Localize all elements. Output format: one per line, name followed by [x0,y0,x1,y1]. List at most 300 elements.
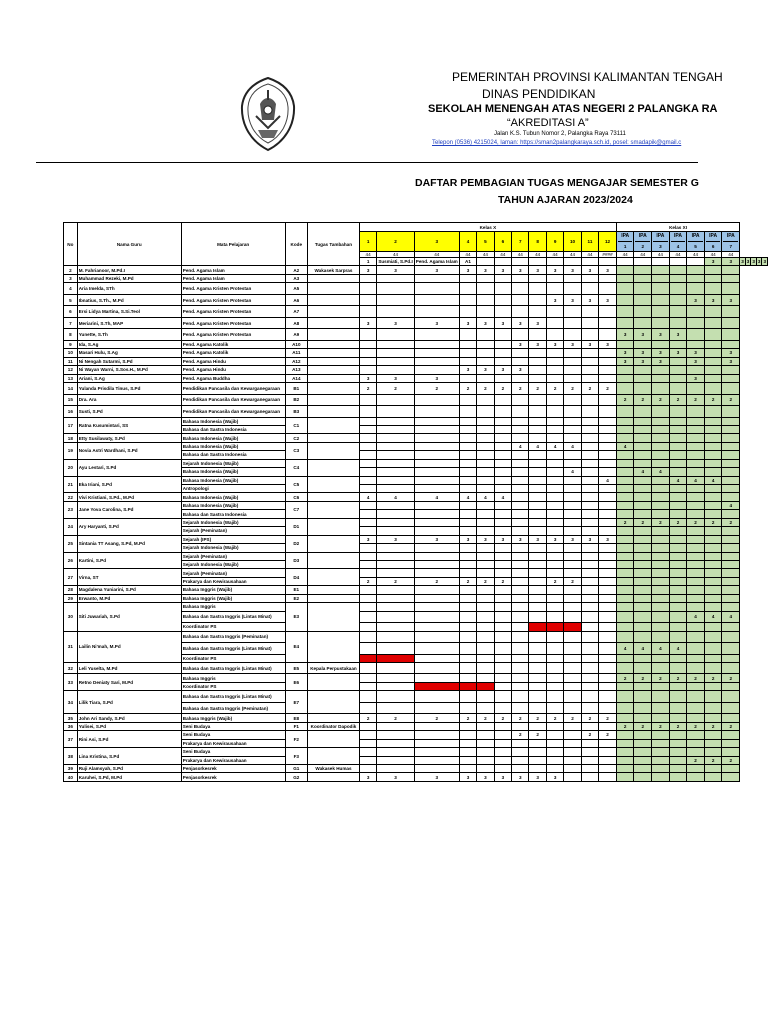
additional-duty [308,434,360,442]
hours-cell-xi5 [687,544,705,552]
hours-cell-xi1 [616,468,634,476]
hours-cell-xi2 [634,434,652,442]
hours-cell-x8 [529,510,546,518]
teacher-number: 10 [64,349,78,357]
teacher-number: 28 [64,586,78,594]
hours-cell-xi2 [634,764,652,772]
hours-cell-xi6 [704,643,722,655]
hours-cell-x11: 3 [581,266,598,274]
teacher-number: 12 [64,366,78,374]
hours-cell-x9 [546,643,563,655]
hours-cell-x7 [512,357,529,365]
teacher-number: 3 [64,274,78,282]
hours-cell-x4 [459,691,476,703]
kelas-x-class-12: 12 [599,232,617,252]
hours-cell-xi3 [652,366,670,374]
hours-cell-x8: 3 [529,266,546,274]
hours-cell-x7 [512,722,529,730]
subject-code: E2 [285,594,308,602]
subject-name: Pend. Agama Kristen Protestan [181,283,285,295]
hours-cell-xi5 [687,485,705,493]
teacher-name: Susmiati, S.Pd.I [378,259,413,265]
hours-cell-x6 [494,654,511,662]
hours-cell-x8: 2 [529,383,546,395]
subject-name: Bahasa dan Sastra Indonesia [181,451,285,459]
hours-cell-x11 [581,394,598,406]
hours-cell-xi6 [704,374,722,382]
hours-cell-xi2 [634,756,652,764]
hours-cell-x7 [512,594,529,602]
hours-cell-xi3 [652,662,670,674]
hours-cell-xi7 [722,317,740,329]
hours-cell-x1 [359,586,376,594]
hours-cell-x2 [377,722,414,730]
hours-cell-x9 [546,739,563,747]
hours-cell-x3 [414,544,459,552]
coordinator-marker [564,623,581,631]
hours-cell-x11 [581,485,598,493]
kelas-xi-class-3 [652,232,670,252]
hours-cell-xi5: 3 [687,294,705,306]
hours-cell-x9 [546,682,563,690]
hours-cell-xi5 [687,739,705,747]
hours-cell-x12: 2 [599,383,617,395]
hours-cell-x2 [377,518,414,526]
hours-cell-x3 [414,654,459,662]
additional-duty [308,306,360,318]
kelas-x-class-11: 11 [581,232,598,252]
hours-cell-x2: 3 [377,266,414,274]
hours-cell-xi3 [652,569,670,577]
additional-duty: Kepala Perpustakaan [308,662,360,674]
hours-cell-x1 [359,756,376,764]
hours-cell-xi3 [652,501,670,509]
hours-cell-x6: 2 [494,383,511,395]
kelas-xi-class-2 [634,232,652,252]
hours-cell-x8: 2 [529,731,546,739]
additional-duty [308,476,360,493]
hours-cell-xi4 [669,623,687,631]
subject-code: C4 [285,459,308,476]
hours-cell-x12 [599,518,617,526]
hours-cell-x12 [599,434,617,442]
hours-cell-xi2 [634,527,652,535]
hours-cell-x12 [599,501,617,509]
hours-cell-x7: 2 [512,714,529,722]
hours-cell-x6 [494,631,511,643]
hours-cell-xi3: 3 [741,259,744,265]
hours-cell-x2 [377,306,414,318]
student-count: 44 [722,252,740,258]
teacher-number: 23 [64,501,78,518]
teacher-number: 9 [64,340,78,348]
additional-duty [308,535,360,552]
hours-cell-xi3: 3 [652,357,670,365]
hours-cell-x10 [564,329,581,341]
teacher-number: 18 [64,434,78,442]
hours-cell-xi4 [669,266,687,274]
hours-cell-x6 [494,674,511,682]
hours-cell-x3 [414,569,459,577]
hours-cell-x8 [529,283,546,295]
hours-cell-xi6: 4 [704,611,722,623]
teacher-name: Sintania TT Asang, S.Pd, M.Pd [77,535,181,552]
hours-cell-x5 [477,468,494,476]
hours-cell-x9 [546,560,563,568]
hours-cell-x5 [477,662,494,674]
hours-cell-x8 [529,434,546,442]
hours-cell-xi1 [616,266,634,274]
hours-cell-x7 [512,586,529,594]
teacher-name: Ratna Kusumintari, SS [77,417,181,434]
teacher-number: 40 [64,773,78,781]
hours-cell-x11 [581,425,598,433]
hours-cell-xi6 [704,485,722,493]
hours-cell-xi4: 3 [669,349,687,357]
hours-cell-xi3 [652,702,670,714]
hours-cell-x8 [529,527,546,535]
hours-cell-xi4 [669,714,687,722]
kelas-xi-prefix: IPA [673,233,682,239]
col-header-kode: Kode [285,223,308,266]
hours-cell-xi1: 3 [616,357,634,365]
hours-cell-xi7 [722,577,740,585]
hours-cell-x4: 2 [459,577,476,585]
hours-cell-x10: 3 [564,266,581,274]
hours-cell-xi1 [616,662,634,674]
hours-cell-x5 [477,451,494,459]
hours-cell-xi5 [687,266,705,274]
hours-cell-x10 [564,274,581,282]
hours-cell-xi7: 3 [722,349,740,357]
hours-cell-xi5 [687,283,705,295]
subject-code: E3 [285,603,308,631]
hours-cell-xi6 [704,357,722,365]
hours-cell-x5: 3 [477,535,494,543]
kelas-xi-class-5 [687,232,705,252]
hours-cell-x4 [459,560,476,568]
hours-cell-x9 [546,691,563,703]
subject-name: Pendidikan Pancasila dan Kewarganegaraan [181,394,285,406]
hours-cell-x9 [634,258,652,266]
hours-cell-xi6 [704,586,722,594]
hours-cell-xi2 [634,535,652,543]
hours-cell-xi1: 3 [616,349,634,357]
kelas-xi-prefix: IPA [726,233,735,239]
hours-cell-xi2: 2 [634,674,652,682]
hours-cell-xi3: 2 [652,518,670,526]
hours-cell-x6: 3 [494,366,511,374]
hours-cell-xi4 [669,748,687,756]
additional-duty [308,442,360,459]
hours-cell-xi2: 3 [634,329,652,341]
hours-cell-xi2 [634,383,652,395]
hours-cell-x6: 3 [494,266,511,274]
hours-cell-x2 [377,643,414,655]
hours-cell-xi2: 3 [634,349,652,357]
hours-cell-x1 [359,340,376,348]
hours-cell-xi6 [704,691,722,703]
teacher-number: 37 [64,731,78,748]
hours-cell-xi6: 3 [757,259,761,265]
hours-cell-x8 [529,374,546,382]
hours-cell-x10 [564,527,581,535]
hours-cell-x4 [546,258,563,266]
hours-cell-x7 [512,329,529,341]
hours-cell-x9 [546,434,563,442]
hours-cell-xi6 [704,631,722,643]
hours-cell-xi4 [669,773,687,781]
hours-cell-xi5 [687,306,705,318]
hours-cell-x2 [377,544,414,552]
subject-code: E8 [285,714,308,722]
hours-cell-xi3 [652,442,670,450]
teacher-name: Susti, S.Pd [77,406,181,418]
hours-cell-x10 [564,682,581,690]
hours-cell-xi4 [669,756,687,764]
hours-cell-x7 [512,654,529,662]
hours-cell-x9: 2 [546,383,563,395]
subject-name: Pend. Agama Kristen Protestan [181,329,285,341]
hours-cell-xi3 [652,294,670,306]
hours-cell-x10 [564,510,581,518]
student-count: 44 [634,252,652,258]
hours-cell-xi2 [634,283,652,295]
additional-duty [308,748,360,765]
hours-cell-x9 [546,451,563,459]
subject-name: Sejarah Indonesia (Wajib) [181,560,285,568]
hours-cell-xi3: 2 [652,674,670,682]
hours-cell-x12 [599,643,617,655]
hours-cell-x4 [459,731,476,739]
hours-cell-xi7 [722,340,740,348]
table-row [64,306,768,318]
hours-cell-xi3 [652,631,670,643]
teacher-number: 16 [64,406,78,418]
hours-cell-xi5: 4 [687,476,705,484]
hours-cell-xi1 [616,544,634,552]
student-count: 44 [546,252,563,258]
hours-cell-xi1 [616,501,634,509]
hours-cell-x9 [546,425,563,433]
hours-cell-x11 [581,442,598,450]
table-row [64,748,768,756]
subject-name: Sejarah Indonesia (Wajib) [181,459,285,467]
teacher-name: Ida, S.Ag [77,340,181,348]
hours-cell-x9 [546,317,563,329]
table-row [64,374,768,382]
hours-cell-x6 [494,643,511,655]
hours-cell-x4: 2 [459,714,476,722]
hours-cell-x7 [512,501,529,509]
table-row [64,442,768,450]
hours-cell-x2 [377,425,414,433]
hours-cell-x3 [414,518,459,526]
hours-cell-x6 [494,417,511,425]
teacher-name: M. Fahrianoor, M.Pd.I [77,266,181,274]
hours-cell-x7: 2 [512,383,529,395]
hours-cell-x3 [414,756,459,764]
hours-cell-x5 [477,374,494,382]
hours-cell-xi2 [634,586,652,594]
hours-cell-x5 [477,654,494,662]
hours-cell-xi7 [722,623,740,631]
hours-cell-x12 [599,691,617,703]
teacher-name: Ni Nengah Sutarmi, S.Pd [77,357,181,365]
hours-cell-x1: 2 [359,383,376,395]
hours-cell-xi4 [669,552,687,560]
hours-cell-x10 [564,417,581,425]
subject-code: G2 [285,773,308,781]
hours-cell-x9: 3 [546,294,563,306]
hours-cell-x12 [599,374,617,382]
hours-cell-xi3 [652,283,670,295]
hours-cell-x9 [546,374,563,382]
hours-cell-xi5 [687,560,705,568]
teacher-number: 39 [64,764,78,772]
hours-cell-x11 [581,306,598,318]
hours-cell-x3 [414,623,459,631]
hours-cell-xi7 [722,451,740,459]
hours-cell-x11 [581,434,598,442]
hours-cell-xi2 [634,406,652,418]
hours-cell-xi6: 3 [704,294,722,306]
coordinator-marker [477,682,494,690]
teacher-name: Rini Asi, S.Pd [77,731,181,748]
hours-cell-xi4 [669,586,687,594]
hours-cell-x12 [599,485,617,493]
additional-duty [308,283,360,295]
hours-cell-x4 [459,434,476,442]
hours-cell-xi4 [669,544,687,552]
hours-cell-x12 [599,406,617,418]
table-row [64,394,768,406]
hours-cell-x5 [477,731,494,739]
hours-cell-xi5 [687,383,705,395]
hours-cell-xi1 [616,406,634,418]
kelas-xi-number: 2 [641,244,645,249]
hours-cell-xi4 [669,417,687,425]
subject-name: Bahasa Indonesia (Wajib) [181,476,285,484]
hours-cell-x9 [546,586,563,594]
hours-cell-x9 [546,702,563,714]
hours-cell-xi7 [722,374,740,382]
hours-cell-x11 [581,501,598,509]
hours-cell-x7 [512,643,529,655]
hours-cell-x8 [529,702,546,714]
hours-cell-x2 [377,394,414,406]
hours-cell-xi6 [704,406,722,418]
teacher-number: 38 [64,748,78,765]
hours-cell-x5 [477,518,494,526]
hours-cell-x7 [512,527,529,535]
hours-cell-x8 [529,349,546,357]
hours-cell-xi7 [722,476,740,484]
hours-cell-xi6 [704,366,722,374]
hours-cell-x3: 3 [414,374,459,382]
table-row [64,586,768,594]
hours-cell-x8 [529,594,546,602]
hours-cell-xi1 [616,459,634,467]
hours-cell-x1 [359,527,376,535]
hours-cell-xi2: 2 [634,518,652,526]
teacher-name: Karuhei, S.Pd, M.Pd [77,773,181,781]
hours-cell-x7 [512,569,529,577]
hours-cell-x12 [599,569,617,577]
hours-cell-x1 [359,357,376,365]
hours-cell-x8: 4 [529,442,546,450]
teacher-name: Novia Astri Wardhani, S.Pd [77,442,181,459]
hours-cell-xi3: 4 [652,643,670,655]
hours-cell-x6 [494,510,511,518]
hours-cell-x8 [529,586,546,594]
teacher-number: 24 [64,518,78,535]
hours-cell-x2 [377,274,414,282]
hours-cell-x10: 2 [564,577,581,585]
hours-cell-xi1 [616,577,634,585]
hours-cell-xi2 [634,748,652,756]
hours-cell-x4 [459,527,476,535]
hours-cell-x8 [529,682,546,690]
teacher-name: Ersi Lidya Martina, S.Si.Teol [77,306,181,318]
hours-cell-xi6 [704,451,722,459]
hours-cell-xi1 [616,594,634,602]
hours-cell-x11 [581,283,598,295]
subject-name: Bahasa Indonesia (Wajib) [181,468,285,476]
table-row [64,535,768,543]
hours-cell-xi7 [722,535,740,543]
hours-cell-xi1: 3 [616,329,634,341]
hours-cell-x10 [564,611,581,623]
hours-cell-x8 [529,485,546,493]
hours-cell-xi4 [669,603,687,611]
subject-name: Bahasa dan Sastra Inggris (Peminatan) [181,702,285,714]
header-contact[interactable]: Telepon (0536) 4215024, laman: https://sman2palangkaraya.sch.id, posel: smadapik@gmail.c [432,140,682,146]
hours-cell-xi7: 4 [722,501,740,509]
hours-cell-x9 [546,662,563,674]
teacher-number: 15 [64,394,78,406]
hours-cell-x5 [477,425,494,433]
hours-cell-x3 [414,329,459,341]
hours-cell-xi1: 2 [616,674,634,682]
teacher-name: Aria Imelda, STh [77,283,181,295]
hours-cell-xi6 [704,702,722,714]
hours-cell-x10 [564,722,581,730]
hours-cell-xi4 [669,317,687,329]
hours-cell-x7 [512,406,529,418]
hours-cell-xi6: 4 [704,476,722,484]
hours-cell-x11 [581,493,598,501]
hours-cell-x6 [494,552,511,560]
hours-cell-xi2 [634,594,652,602]
hours-cell-x5 [477,623,494,631]
hours-cell-xi5 [687,317,705,329]
table-row [64,366,768,374]
hours-cell-x1 [359,560,376,568]
hours-cell-x7 [512,394,529,406]
hours-cell-x7 [512,764,529,772]
hours-cell-xi4 [669,357,687,365]
hours-cell-xi7 [722,586,740,594]
hours-cell-x12 [599,662,617,674]
hours-cell-x1 [359,544,376,552]
hours-cell-x8 [529,274,546,282]
hours-cell-xi4: 3 [669,329,687,341]
subject-code: F3 [285,748,308,765]
hours-cell-x12 [599,594,617,602]
subject-name: Seni Budaya [181,748,285,756]
hours-cell-xi6 [704,731,722,739]
